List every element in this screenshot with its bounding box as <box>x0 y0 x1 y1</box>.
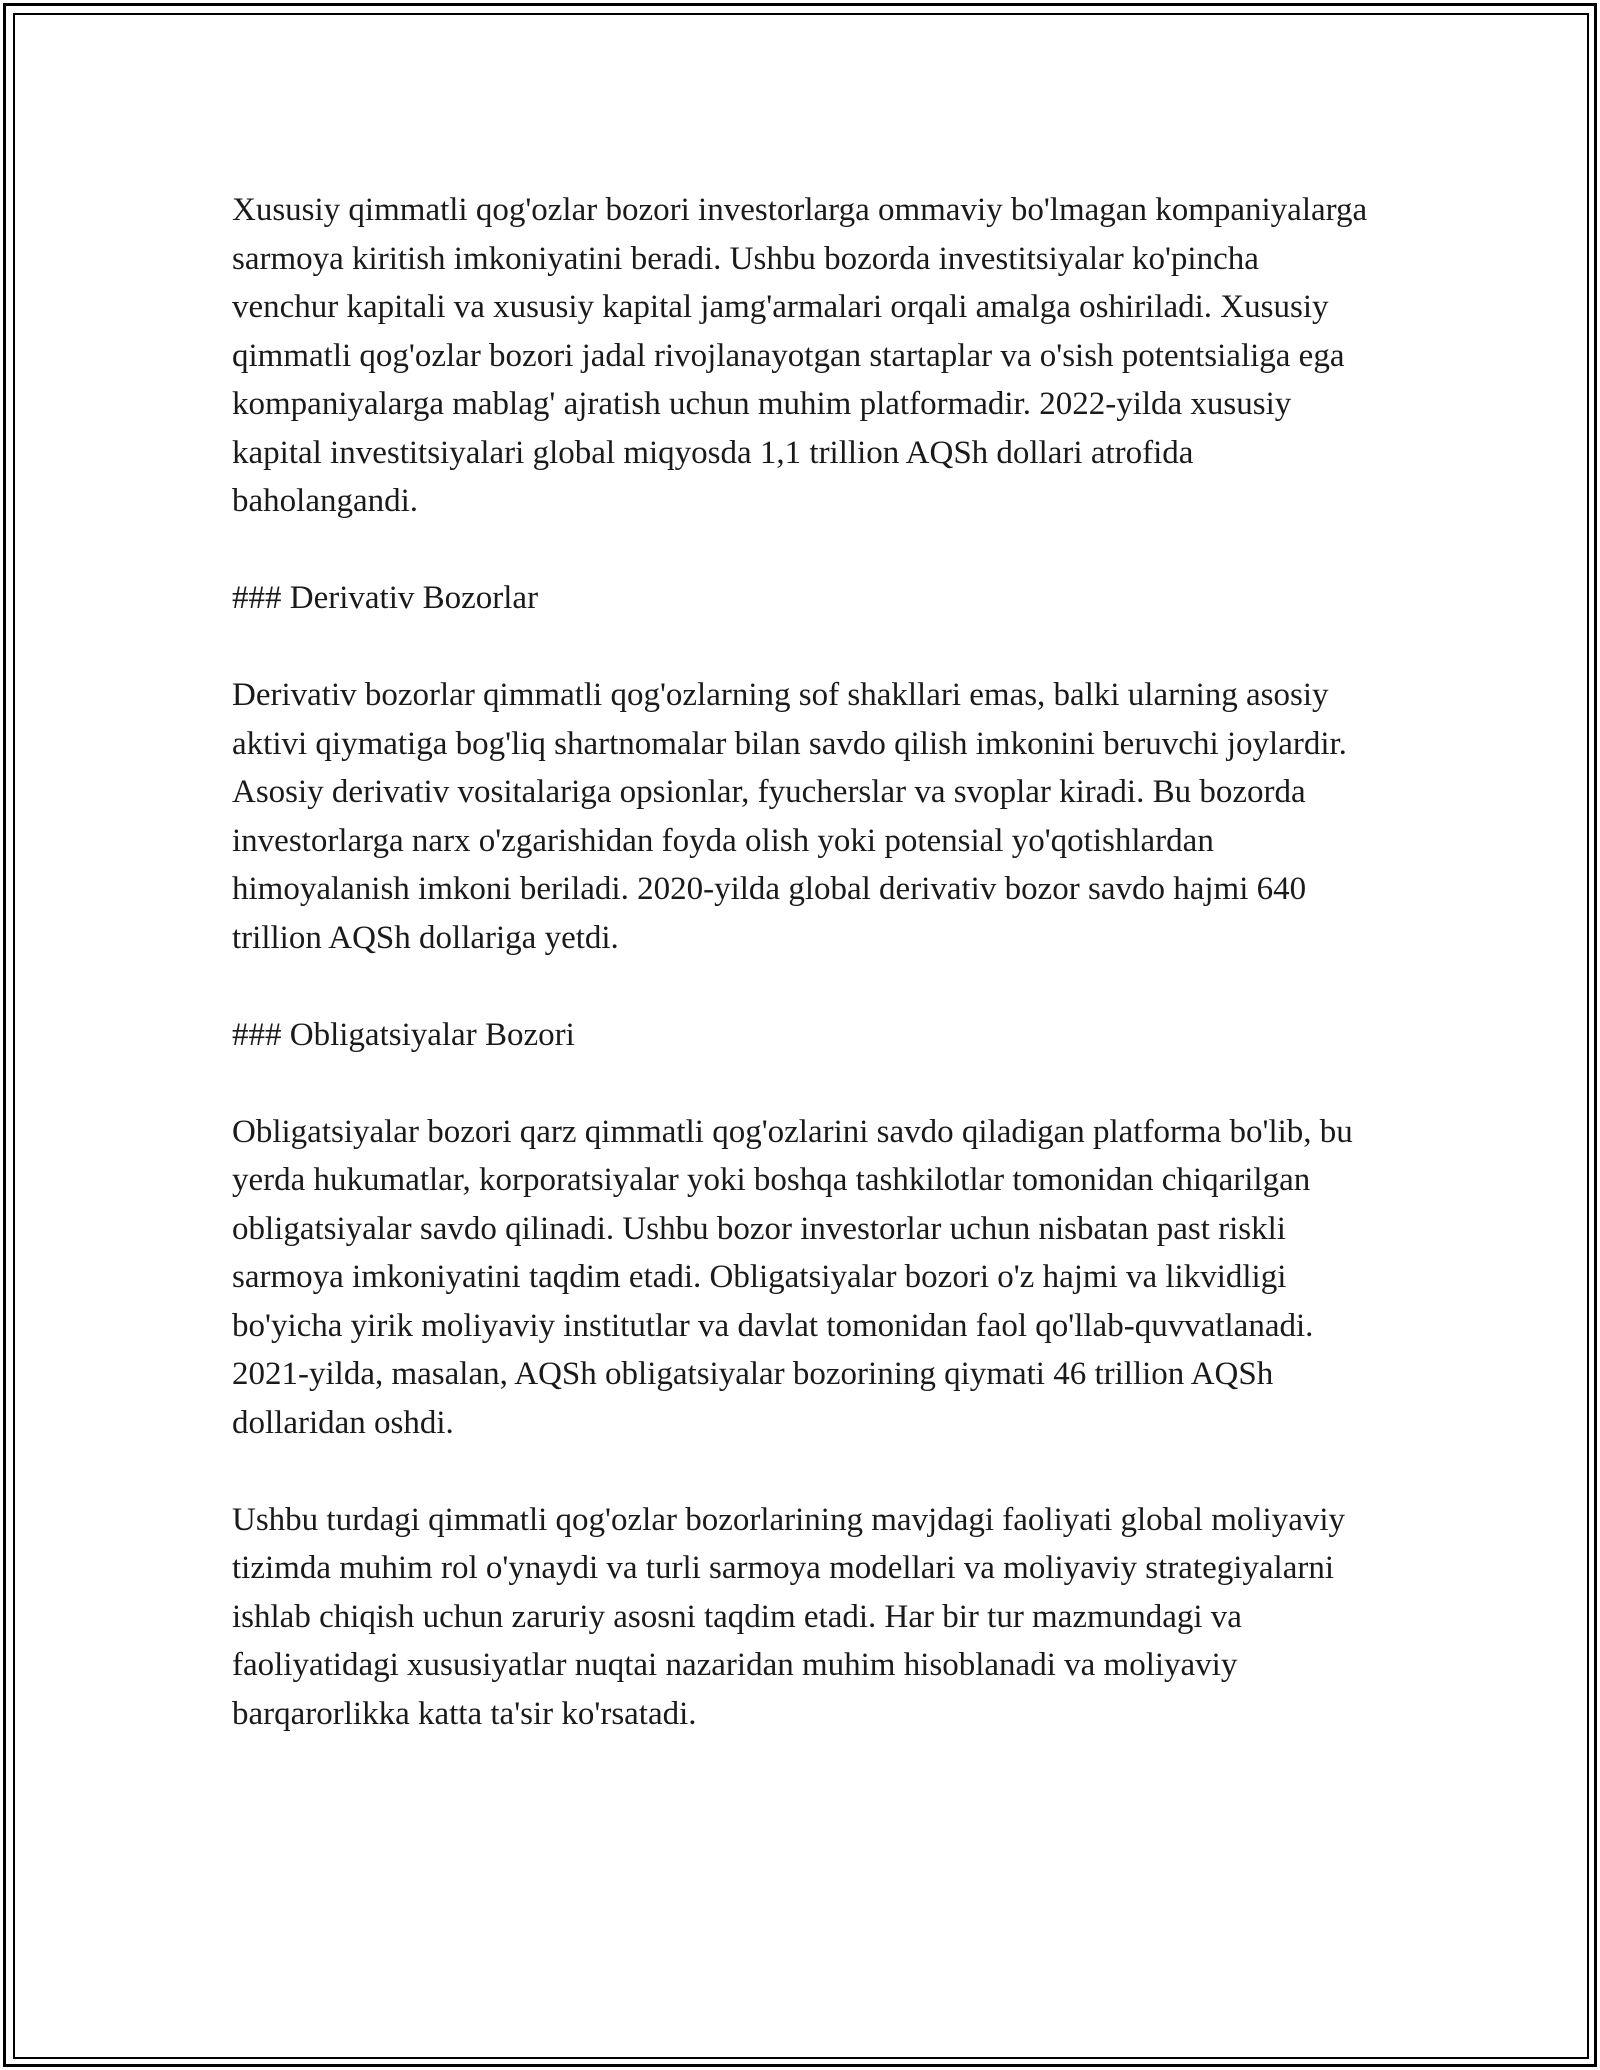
document-body <box>232 186 1372 1738</box>
paragraph-conclusion: Ushbu turdagi qimmatli qog'ozlar bozorlarining mavjdagi faoliyati global moliyaviy tizimda muhim rol o'ynaydi va turli sarmoya modellari va moliyaviy strategiyalarni ishlab chiqish uchun zaruriy asosni taqdim etadi. Har bir tur mazmundagi va faoliyatidagi xususiyatlar nuqtai nazaridan muhim hisoblanadi va moliyaviy barqarorlikka katta ta'sir ko'rsatadi. <box>232 1501 1346 1732</box>
paragraph-derivative-markets: Derivativ bozorlar qimmatli qog'ozlarning sof shakllari emas, balki ularning asosiy aktivi qiymatiga bog'liq shartnomalar bilan savdo qilish imkonini beruvchi joylardir. Asosiy derivativ vositalariga opsionlar, fyucherslar va svoplar kiradi. Bu bozorda investorlarga narx o'zgarishidan foyda olish yoki potensial yo'qotishlardan himoyalanish imkoni beriladi. 2020-yilda global derivativ bozor savdo hajmi 640 trillion AQSh dollariga yetdi. <box>232 677 1347 956</box>
paragraph-bond-market: Obligatsiyalar bozori qarz qimmatli qog'ozlarini savdo qiladigan platforma bo'lib, bu yerda hukumatlar, korporatsiyalar yoki boshqa tashkilotlar tomonidan chiqarilgan obligatsiyalar savdo qilinadi. Ushbu bozor investorlar uchun nisbatan past riskli sarmoya imkoniyatini taqdim etadi. Obligatsiyalar bozori o'z hajmi va likvidligi bo'yicha yirik moliyaviy institutlar va davlat tomonidan faol qo'llab-quvvatlanadi. 2021-yilda, masalan, AQSh obligatsiyalar bozorining qiymati 46 trillion AQSh dollaridan oshdi. <box>232 1113 1353 1441</box>
heading-derivative-markets: ### Derivativ Bozorlar <box>232 580 539 616</box>
paragraph-private-equity: Xususiy qimmatli qog'ozlar bozori investorlarga ommaviy bo'lmagan kompaniyalarga sarmoya kiritish imkoniyatini beradi. Ushbu bozorda investitsiyalar ko'pincha venchur kapitali va xususiy kapital jamg'armalari orqali amalga oshiriladi. Xususiy qimmatli qog'ozlar bozori jadal rivojlanayotgan startaplar va o'sish potentsialiga ega kompaniyalarga mablag' ajratish uchun muhim platformadir. 2022-yilda xususiy kapital investitsiyalari global miqyosda 1,1 trillion AQSh dollari atrofida baholangandi. <box>232 192 1368 519</box>
heading-bond-market: ### Obligatsiyalar Bozori <box>232 1016 575 1053</box>
